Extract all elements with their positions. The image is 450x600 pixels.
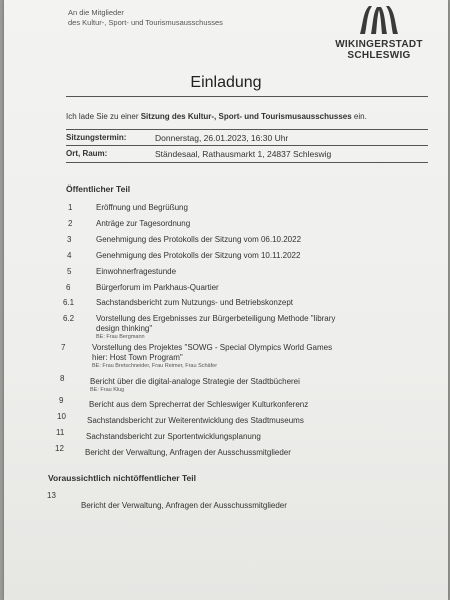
agenda-item-body	[92, 343, 332, 370]
meta-rule-middle	[66, 145, 428, 146]
agenda-item-title: Anträge zur Tagesordnung	[96, 219, 191, 228]
agenda-item-title: Bericht aus dem Sprecherrat der Schleswiger Kulturkonferenz	[89, 400, 309, 409]
city-logo	[329, 4, 429, 61]
document-page	[4, 0, 448, 600]
agenda-item-presenter: BE: Frau Bretschneider, Frau Reimer, Frau Schäfer	[92, 363, 218, 369]
public-section-heading: Öffentlicher Teil	[66, 184, 131, 194]
agenda-item-title: Genehmigung des Protokolls der Sitzung vom 06.10.2022	[96, 235, 302, 244]
viking-ship-logo-icon	[357, 4, 401, 38]
agenda-item-number: 11	[56, 428, 65, 437]
agenda-item-number: 9	[59, 396, 64, 405]
agenda-item-title: Vorstellung des Ergebnisses zur Bürgerbeteiligung Methode "library	[96, 314, 336, 323]
private-section-heading: Voraussichtlich nichtöffentlicher Teil	[48, 473, 196, 483]
agenda-item-number: 3	[67, 235, 72, 244]
agenda-item-number: 5	[67, 267, 72, 276]
intro-text	[66, 112, 367, 121]
agenda-item-number: 6.2	[63, 314, 75, 323]
agenda-item-number: 1	[68, 203, 73, 212]
agenda-item-title: Eröffnung und Begrüßung	[96, 203, 188, 212]
logo-text-line1: WIKINGERSTADT	[335, 39, 423, 50]
agenda-item-title: Bericht der Verwaltung, Anfragen der Ausschussmitglieder	[81, 501, 287, 510]
agenda-item-number: 7	[61, 343, 66, 352]
agenda-item-title: Bürgerforum im Parkhaus-Quartier	[96, 283, 219, 292]
agenda-item-number: 2	[68, 219, 73, 228]
agenda-item-title-continued: design thinking"	[96, 324, 153, 333]
agenda-item-title: Genehmigung des Protokolls der Sitzung vom 10.11.2022	[96, 251, 301, 260]
agenda-item-presenter: BE: Frau Klug	[90, 387, 125, 393]
agenda-item-number: 6.1	[63, 298, 75, 307]
agenda-item-title: Bericht über die digital-analoge Strategie der Stadtbücherei	[90, 377, 300, 386]
agenda-item-title: Einwohnerfragestunde	[96, 267, 177, 276]
agenda-item-title: Sachstandsbericht zum Nutzungs- und Betriebskonzept	[96, 298, 293, 307]
agenda-item-number: 13	[47, 491, 56, 500]
intro-suffix: ein.	[351, 112, 367, 121]
title-rule	[66, 96, 428, 97]
intro-committee: Sitzung des Kultur-, Sport- und Tourismusausschusses	[140, 112, 352, 121]
agenda-item-presenter: BE: Frau Bergmann	[96, 334, 145, 340]
agenda-item-number: 8	[60, 374, 65, 383]
agenda-item-body	[96, 314, 335, 341]
meta-rule-top	[66, 129, 428, 130]
date-value: Donnerstag, 26.01.2023, 16:30 Uhr	[155, 133, 289, 143]
agenda-item-title: Sachstandsbericht zur Weiterentwicklung des Stadtmuseums	[87, 416, 304, 425]
agenda-item-number: 12	[55, 444, 64, 453]
recipient-line: An die Mitglieder	[68, 8, 124, 17]
agenda-item-title: Vorstellung des Projektes "SOWG - Special Olympics World Games	[92, 343, 333, 352]
place-value: Ständesaal, Rathausmarkt 1, 24837 Schleswig	[155, 149, 332, 159]
logo-text-line2: SCHLESWIG	[347, 50, 411, 61]
agenda-item-number: 6	[66, 283, 71, 292]
document-title: Einladung	[190, 74, 262, 91]
agenda-item-title: Bericht der Verwaltung, Anfragen der Ausschussmitglieder	[85, 448, 291, 457]
intro-prefix: Ich lade Sie zu einer	[66, 112, 141, 121]
recipient-line: des Kultur-, Sport- und Tourismusausschusses	[68, 18, 223, 27]
agenda-item-number: 4	[67, 251, 72, 260]
agenda-item-number: 10	[57, 412, 66, 421]
place-label: Ort, Raum:	[66, 149, 108, 158]
agenda-item-title-continued: hier: Host Town Program"	[92, 353, 183, 362]
agenda-item-title: Sachstandsbericht zur Sportentwicklungsplanung	[86, 432, 261, 441]
date-label: Sitzungstermin:	[66, 133, 127, 142]
agenda-item-body	[90, 377, 300, 394]
recipient-block	[68, 8, 223, 28]
meta-rule-bottom	[66, 162, 428, 163]
